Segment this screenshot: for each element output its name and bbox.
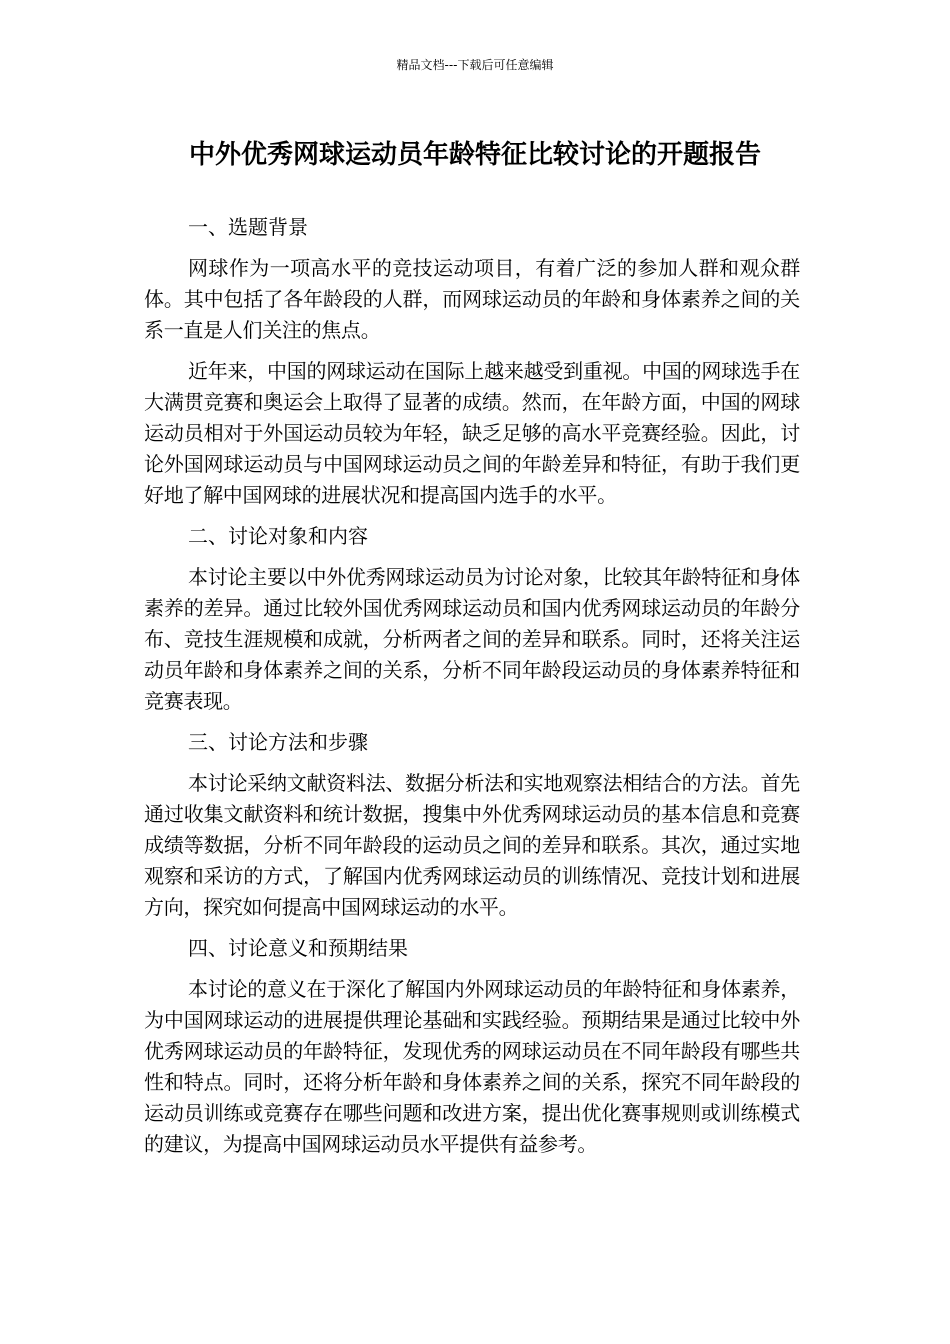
section-heading-background: 一、选题背景 bbox=[188, 215, 308, 239]
section-heading-subject: 二、讨论对象和内容 bbox=[188, 524, 368, 548]
section-heading-significance: 四、讨论意义和预期结果 bbox=[188, 936, 408, 960]
document-title: 中外优秀网球运动员年龄特征比较讨论的开题报告 bbox=[188, 140, 761, 170]
paragraph-methods-1: 本讨论采纳文献资料法、数据分析法和实地观察法相结合的方法。首先通过收集文献资料和统计数据，搜集中外优秀网球运动员的基本信息和竞赛成绩等数据，分析不同年龄段的运动员之间的差异和联系。其次，通过实地观察和采访的方式，了解国内优秀网球运动员的训练情况、竞技计划和进展方向，探究如何提高中国网球运动的水平。 bbox=[144, 771, 800, 919]
page-header-note: 精品文档---下载后可任意编辑 bbox=[396, 58, 554, 72]
section-heading-methods: 三、讨论方法和步骤 bbox=[188, 730, 368, 754]
paragraph-background-2: 近年来，中国的网球运动在国际上越来越受到重视。中国的网球选手在大满贯竞赛和奥运会上取得了显著的成绩。然而，在年龄方面，中国的网球运动员相对于外国运动员较为年轻，缺乏足够的高水平竞赛经验。因此，讨论外国网球运动员与中国网球运动员之间的年龄差异和特征，有助于我们更好地了解中国网球的进展状况和提高国内选手的水平。 bbox=[144, 359, 800, 507]
paragraph-subject-1: 本讨论主要以中外优秀网球运动员为讨论对象，比较其年龄特征和身体素养的差异。通过比较外国优秀网球运动员和国内优秀网球运动员的年龄分布、竞技生涯规模和成就，分析两者之间的差异和联系。同时，还将关注运动员年龄和身体素养之间的关系，分析不同年龄段运动员的身体素养特征和竞赛表现。 bbox=[144, 565, 800, 713]
paragraph-background-1: 网球作为一项高水平的竞技运动项目，有着广泛的参加人群和观众群体。其中包括了各年龄段的人群，而网球运动员的年龄和身体素养之间的关系一直是人们关注的焦点。 bbox=[144, 256, 800, 342]
paragraph-significance-1: 本讨论的意义在于深化了解国内外网球运动员的年龄特征和身体素养，为中国网球运动的进展提供理论基础和实践经验。预期结果是通过比较中外优秀网球运动员的年龄特征，发现优秀的网球运动员在不同年龄段有哪些共性和特点。同时，还将分析年龄和身体素养之间的关系，探究不同年龄段的运动员训练或竞赛存在哪些问题和改进方案，提出优化赛事规则或训练模式的建议，为提高中国网球运动员水平提供有益参考。 bbox=[144, 977, 800, 1156]
document-body bbox=[144, 212, 800, 1170]
